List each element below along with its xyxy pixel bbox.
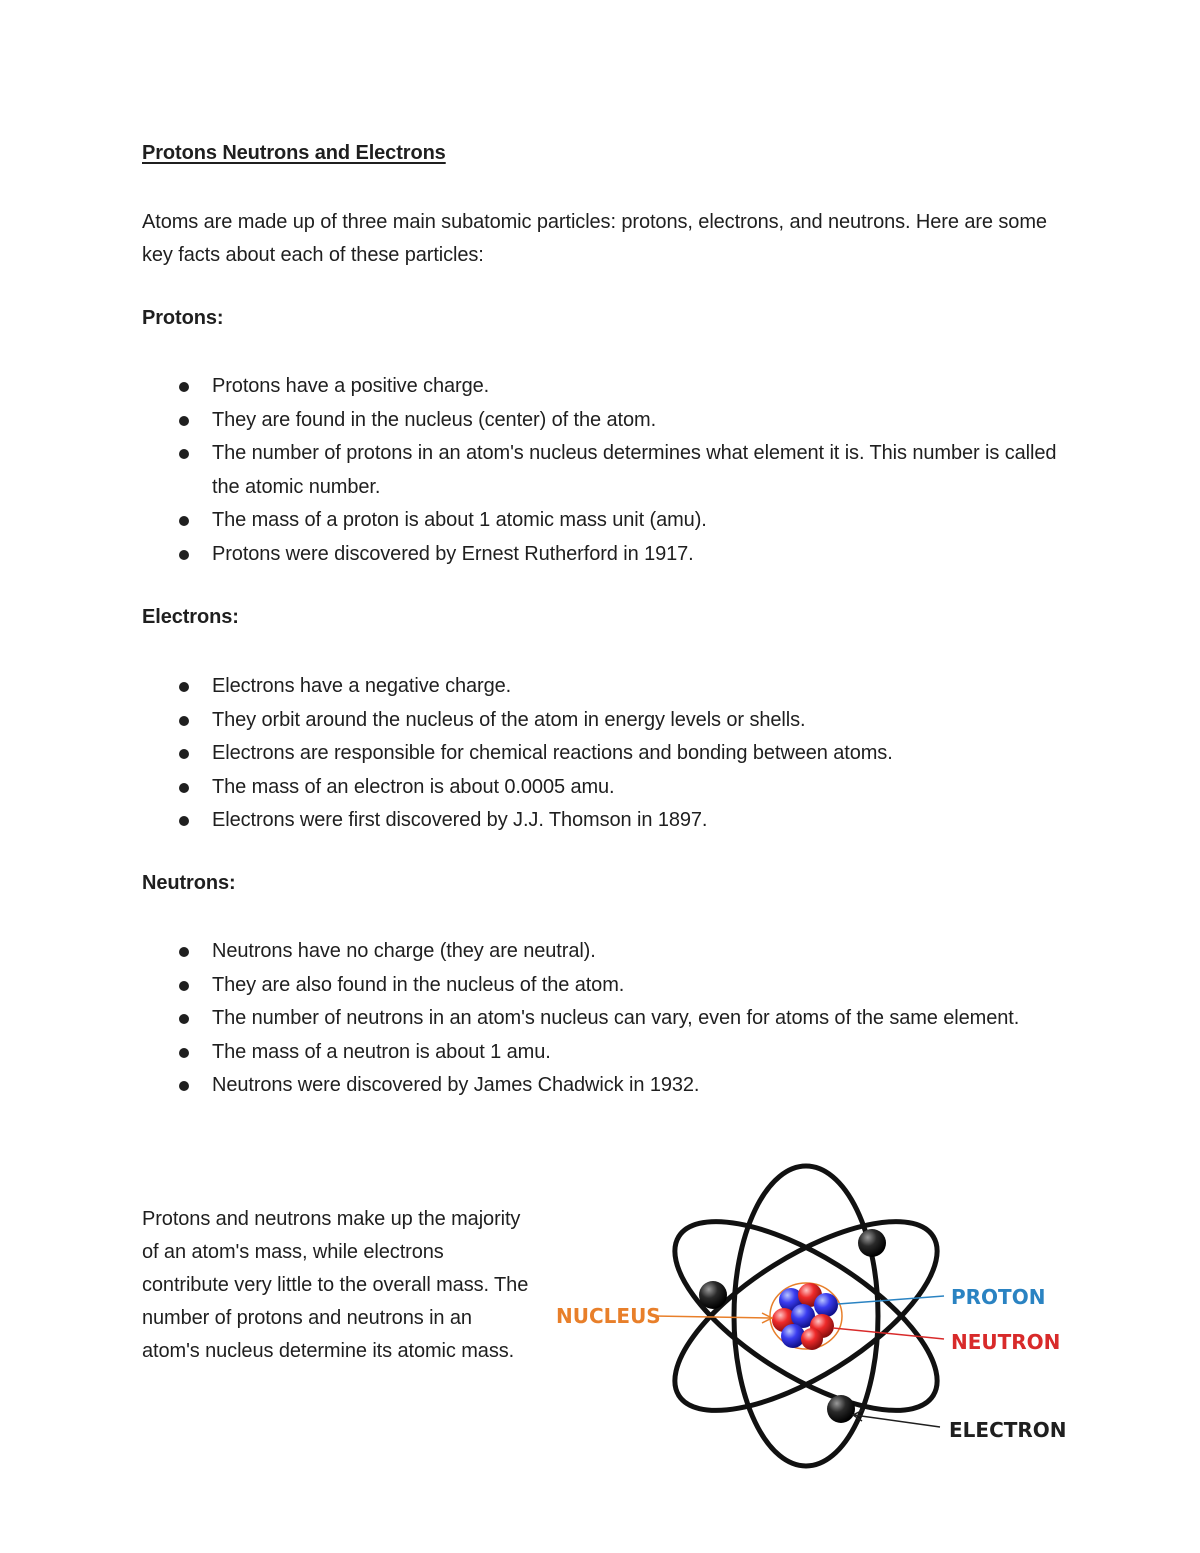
intro-paragraph: Atoms are made up of three main subatomic particles: protons, electrons, and neutrons. Here are some key facts about each of these particles: [142, 211, 1047, 266]
list-item: The mass of a proton is about 1 atomic mass unit (amu). [142, 504, 1082, 538]
list-item: The mass of a neutron is about 1 amu. [142, 1036, 1082, 1070]
list-item: Electrons were first discovered by J.J. Thomson in 1897. [142, 804, 1082, 838]
nucleus-leader [654, 1316, 770, 1318]
atom-diagram-svg [548, 1158, 1068, 1478]
electron-ball [699, 1281, 727, 1309]
neutron-label: NEUTRON [951, 1330, 1061, 1354]
list-item: The mass of an electron is about 0.0005 amu. [142, 771, 1082, 805]
neutrons-heading: Neutrons: [142, 872, 236, 894]
closing-paragraph: Protons and neutrons make up the majority of an atom's mass, while electrons contribute very little to the overall mass. The number of protons and neutrons in an atom's nucleus determine its atomic mass. [142, 1208, 529, 1362]
list-item: Electrons have a negative charge. [142, 670, 1082, 704]
electron-ball [827, 1395, 855, 1423]
nucleus-particles [772, 1283, 838, 1350]
neutrons-list [142, 935, 1082, 1103]
electron-ball [858, 1229, 886, 1257]
list-item: They are found in the nucleus (center) of the atom. [142, 404, 1082, 438]
proton-label: PROTON [951, 1285, 1046, 1309]
electron-leader [854, 1415, 940, 1427]
nucleus-label: NUCLEUS [556, 1304, 661, 1328]
electrons-heading: Electrons: [142, 606, 239, 628]
proton-ball [814, 1293, 838, 1317]
atom-diagram [548, 1158, 1068, 1478]
document-title: Protons Neutrons and Electrons [142, 142, 446, 164]
list-item: They are also found in the nucleus of the atom. [142, 969, 1082, 1003]
list-item: Protons were discovered by Ernest Rutherford in 1917. [142, 538, 1082, 572]
list-item: The number of neutrons in an atom's nucleus can vary, even for atoms of the same element. [142, 1002, 1082, 1036]
protons-list [142, 370, 1082, 571]
list-item: Electrons are responsible for chemical reactions and bonding between atoms. [142, 737, 1082, 771]
electrons-list [142, 670, 1082, 838]
proton-ball [781, 1324, 805, 1348]
list-item: Protons have a positive charge. [142, 370, 1082, 404]
protons-heading: Protons: [142, 307, 224, 329]
neutron-ball [801, 1328, 823, 1350]
electron-label: ELECTRON [949, 1418, 1067, 1442]
list-item: They orbit around the nucleus of the atom in energy levels or shells. [142, 704, 1082, 738]
list-item: Neutrons were discovered by James Chadwick in 1932. [142, 1069, 1082, 1103]
list-item: Neutrons have no charge (they are neutral). [142, 935, 1082, 969]
list-item: The number of protons in an atom's nucleus determines what element it is. This number is called the atomic number. [142, 437, 1082, 504]
